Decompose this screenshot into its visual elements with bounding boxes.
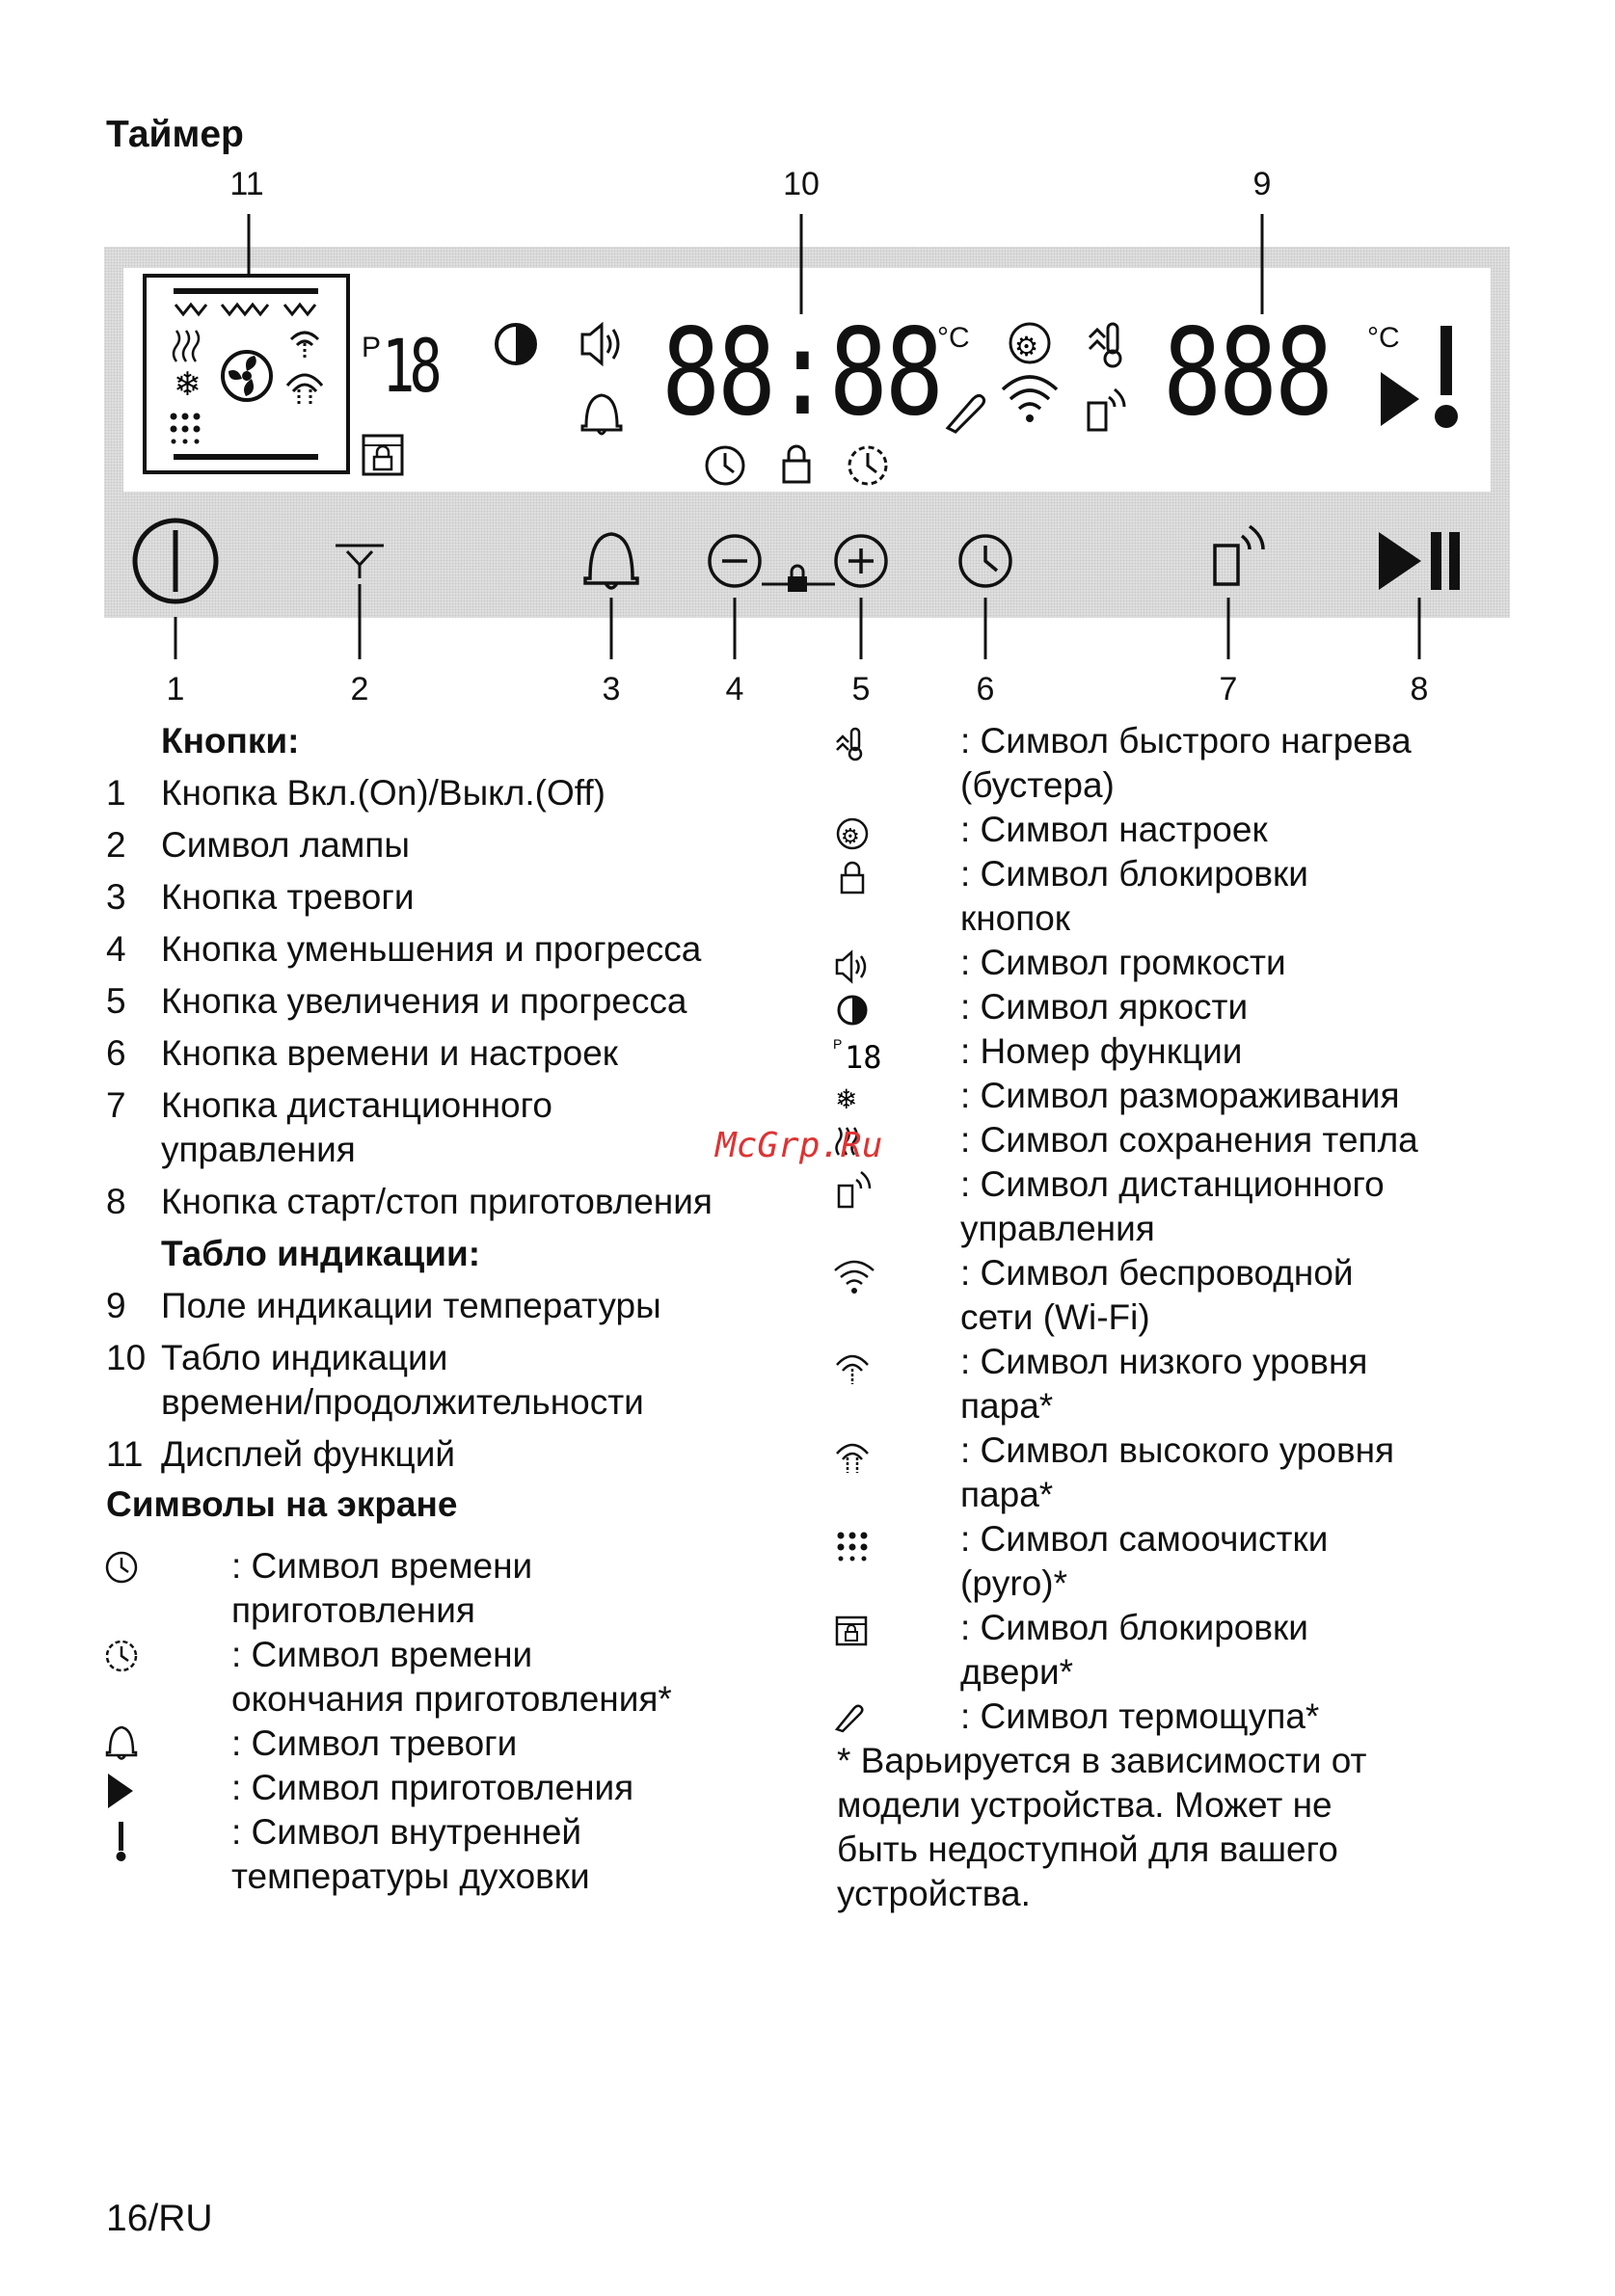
list-item-continued: времени/продолжительности [161, 1382, 644, 1422]
svg-text:18: 18 [845, 1039, 882, 1076]
symbol-description: : Символ внутренней [231, 1812, 582, 1852]
remote-icon [839, 1172, 870, 1207]
symbol-description: : Номер функции [960, 1031, 1243, 1071]
symbol-description: : Символ размораживания [960, 1076, 1400, 1115]
callout-6: 6 [976, 671, 995, 707]
pyro-icon [838, 1533, 868, 1562]
time-unit: °C [937, 322, 970, 354]
brightness-icon [839, 997, 866, 1024]
symbol-description: двери* [960, 1652, 1074, 1692]
list-item: 5 Кнопка увеличения и прогресса [106, 981, 687, 1021]
symbol-description: : Символ дистанционного [960, 1164, 1385, 1204]
svg-text:P: P [833, 1036, 843, 1052]
right-symbol-icons [833, 721, 882, 1743]
symbol-description: : Символ сохранения тепла [960, 1120, 1418, 1160]
callout-11: 11 [229, 166, 264, 202]
lock-icon [842, 863, 863, 893]
list-item: 3 Кнопка тревоги [106, 877, 415, 917]
left-symbol-icons [102, 1542, 141, 1870]
svg-text:⚙: ⚙ [1014, 331, 1039, 362]
callout-5: 5 [851, 671, 871, 707]
lamp-symbol [336, 546, 384, 578]
symbol-description: : Символ тревоги [231, 1723, 518, 1763]
door-lock-icon [837, 1617, 866, 1644]
symbol-description: : Символ самоочистки [960, 1519, 1329, 1559]
function-display-box [145, 276, 348, 472]
callout-10: 10 [783, 166, 820, 202]
symbol-description: : Символ времени [231, 1546, 533, 1586]
symbol-description: : Символ блокировки [960, 1608, 1308, 1647]
section-title: Таймер [106, 114, 244, 155]
time-display-digits: 88:88 [661, 304, 941, 442]
booster-icon [837, 729, 861, 760]
symbol-description: : Символ громкости [960, 943, 1286, 982]
probe-icon [837, 1706, 862, 1731]
symbols-heading: Символы на экране [106, 1484, 458, 1524]
footnote-line: модели устройства. Может не [837, 1785, 1332, 1825]
clock-icon [107, 1553, 136, 1582]
function-digits: 18 [382, 323, 437, 409]
footnote-line: устройства. [837, 1874, 1031, 1913]
callout-8: 8 [1410, 671, 1429, 707]
symbol-description: : Символ приготовления [231, 1768, 634, 1807]
thermometer-icon [117, 1822, 126, 1861]
symbol-description: (pyro)* [960, 1563, 1068, 1603]
display-heading: Табло индикации: [161, 1234, 481, 1273]
list-item: 11 Дисплей функций [106, 1434, 456, 1474]
steam-high-icon [837, 1445, 868, 1473]
settings-icon [838, 819, 867, 849]
callout-9: 9 [1252, 166, 1272, 202]
symbol-description: (бустера) [960, 765, 1115, 805]
symbol-description: температуры духовки [231, 1856, 590, 1896]
list-item: 6 Кнопка времени и настроек [106, 1033, 618, 1073]
symbol-description: : Символ беспроводной [960, 1253, 1354, 1293]
function-number-icon [833, 1036, 882, 1076]
symbol-description: сети (Wi-Fi) [960, 1297, 1150, 1337]
list-item: 4 Кнопка уменьшения и прогресса [106, 929, 702, 969]
symbol-description: : Символ блокировки [960, 854, 1308, 894]
page-number: 16/RU [106, 2198, 213, 2239]
symbol-description: : Символ яркости [960, 987, 1249, 1027]
symbol-description: : Символ высокого уровня [960, 1430, 1395, 1470]
symbol-description: пара* [960, 1475, 1054, 1514]
list-item-continued: управления [161, 1130, 356, 1169]
callout-7: 7 [1219, 671, 1238, 707]
footnote-line: * Варьируется в зависимости от [837, 1741, 1367, 1780]
defrost-icon [835, 1083, 857, 1115]
symbol-description: пара* [960, 1386, 1054, 1426]
temperature-display-digits: 888 [1163, 304, 1331, 442]
list-item: 2 Символ лампы [106, 825, 410, 865]
play-icon [108, 1774, 133, 1808]
callout-3: 3 [602, 671, 621, 707]
symbol-description: : Символ быстрого нагрева [960, 721, 1412, 761]
svg-text:❄: ❄ [835, 1083, 858, 1115]
list-item: 1 Кнопка Вкл.(On)/Выкл.(Off) [106, 773, 606, 813]
wifi-icon [835, 1262, 874, 1294]
svg-text:❄: ❄ [174, 365, 202, 404]
footnote-line: быть недоступной для вашего [837, 1829, 1338, 1869]
symbol-description: окончания приготовления* [231, 1679, 672, 1719]
list-item: 9 Поле индикации температуры [106, 1286, 661, 1325]
symbol-description: : Символ времени [231, 1635, 533, 1674]
symbol-description: кнопок [960, 898, 1070, 938]
svg-text:⚙: ⚙ [841, 825, 860, 849]
watermark: McGrp.Ru [715, 1126, 883, 1165]
bell-icon [107, 1727, 136, 1759]
volume-icon [837, 952, 865, 981]
function-prefix: P [362, 332, 382, 363]
callout-2: 2 [350, 671, 369, 707]
list-item: 7 Кнопка дистанционного [106, 1085, 552, 1125]
temperature-unit: °C [1367, 322, 1400, 354]
symbol-description: : Символ термощупа* [960, 1696, 1320, 1736]
list-item: 10 Табло индикации [106, 1338, 448, 1377]
symbol-description: : Символ настроек [960, 810, 1268, 849]
callout-4: 4 [725, 671, 744, 707]
steam-low-icon [837, 1356, 868, 1384]
symbol-description: : Символ низкого уровня [960, 1342, 1368, 1381]
symbol-description: управления [960, 1209, 1155, 1248]
door-lock-display-icon [363, 436, 402, 474]
end-clock-icon [107, 1642, 136, 1670]
symbol-description: приготовления [231, 1590, 475, 1630]
callout-1: 1 [166, 671, 185, 707]
list-item: 8 Кнопка старт/стоп приготовления [106, 1182, 713, 1221]
buttons-heading: Кнопки: [161, 721, 300, 761]
